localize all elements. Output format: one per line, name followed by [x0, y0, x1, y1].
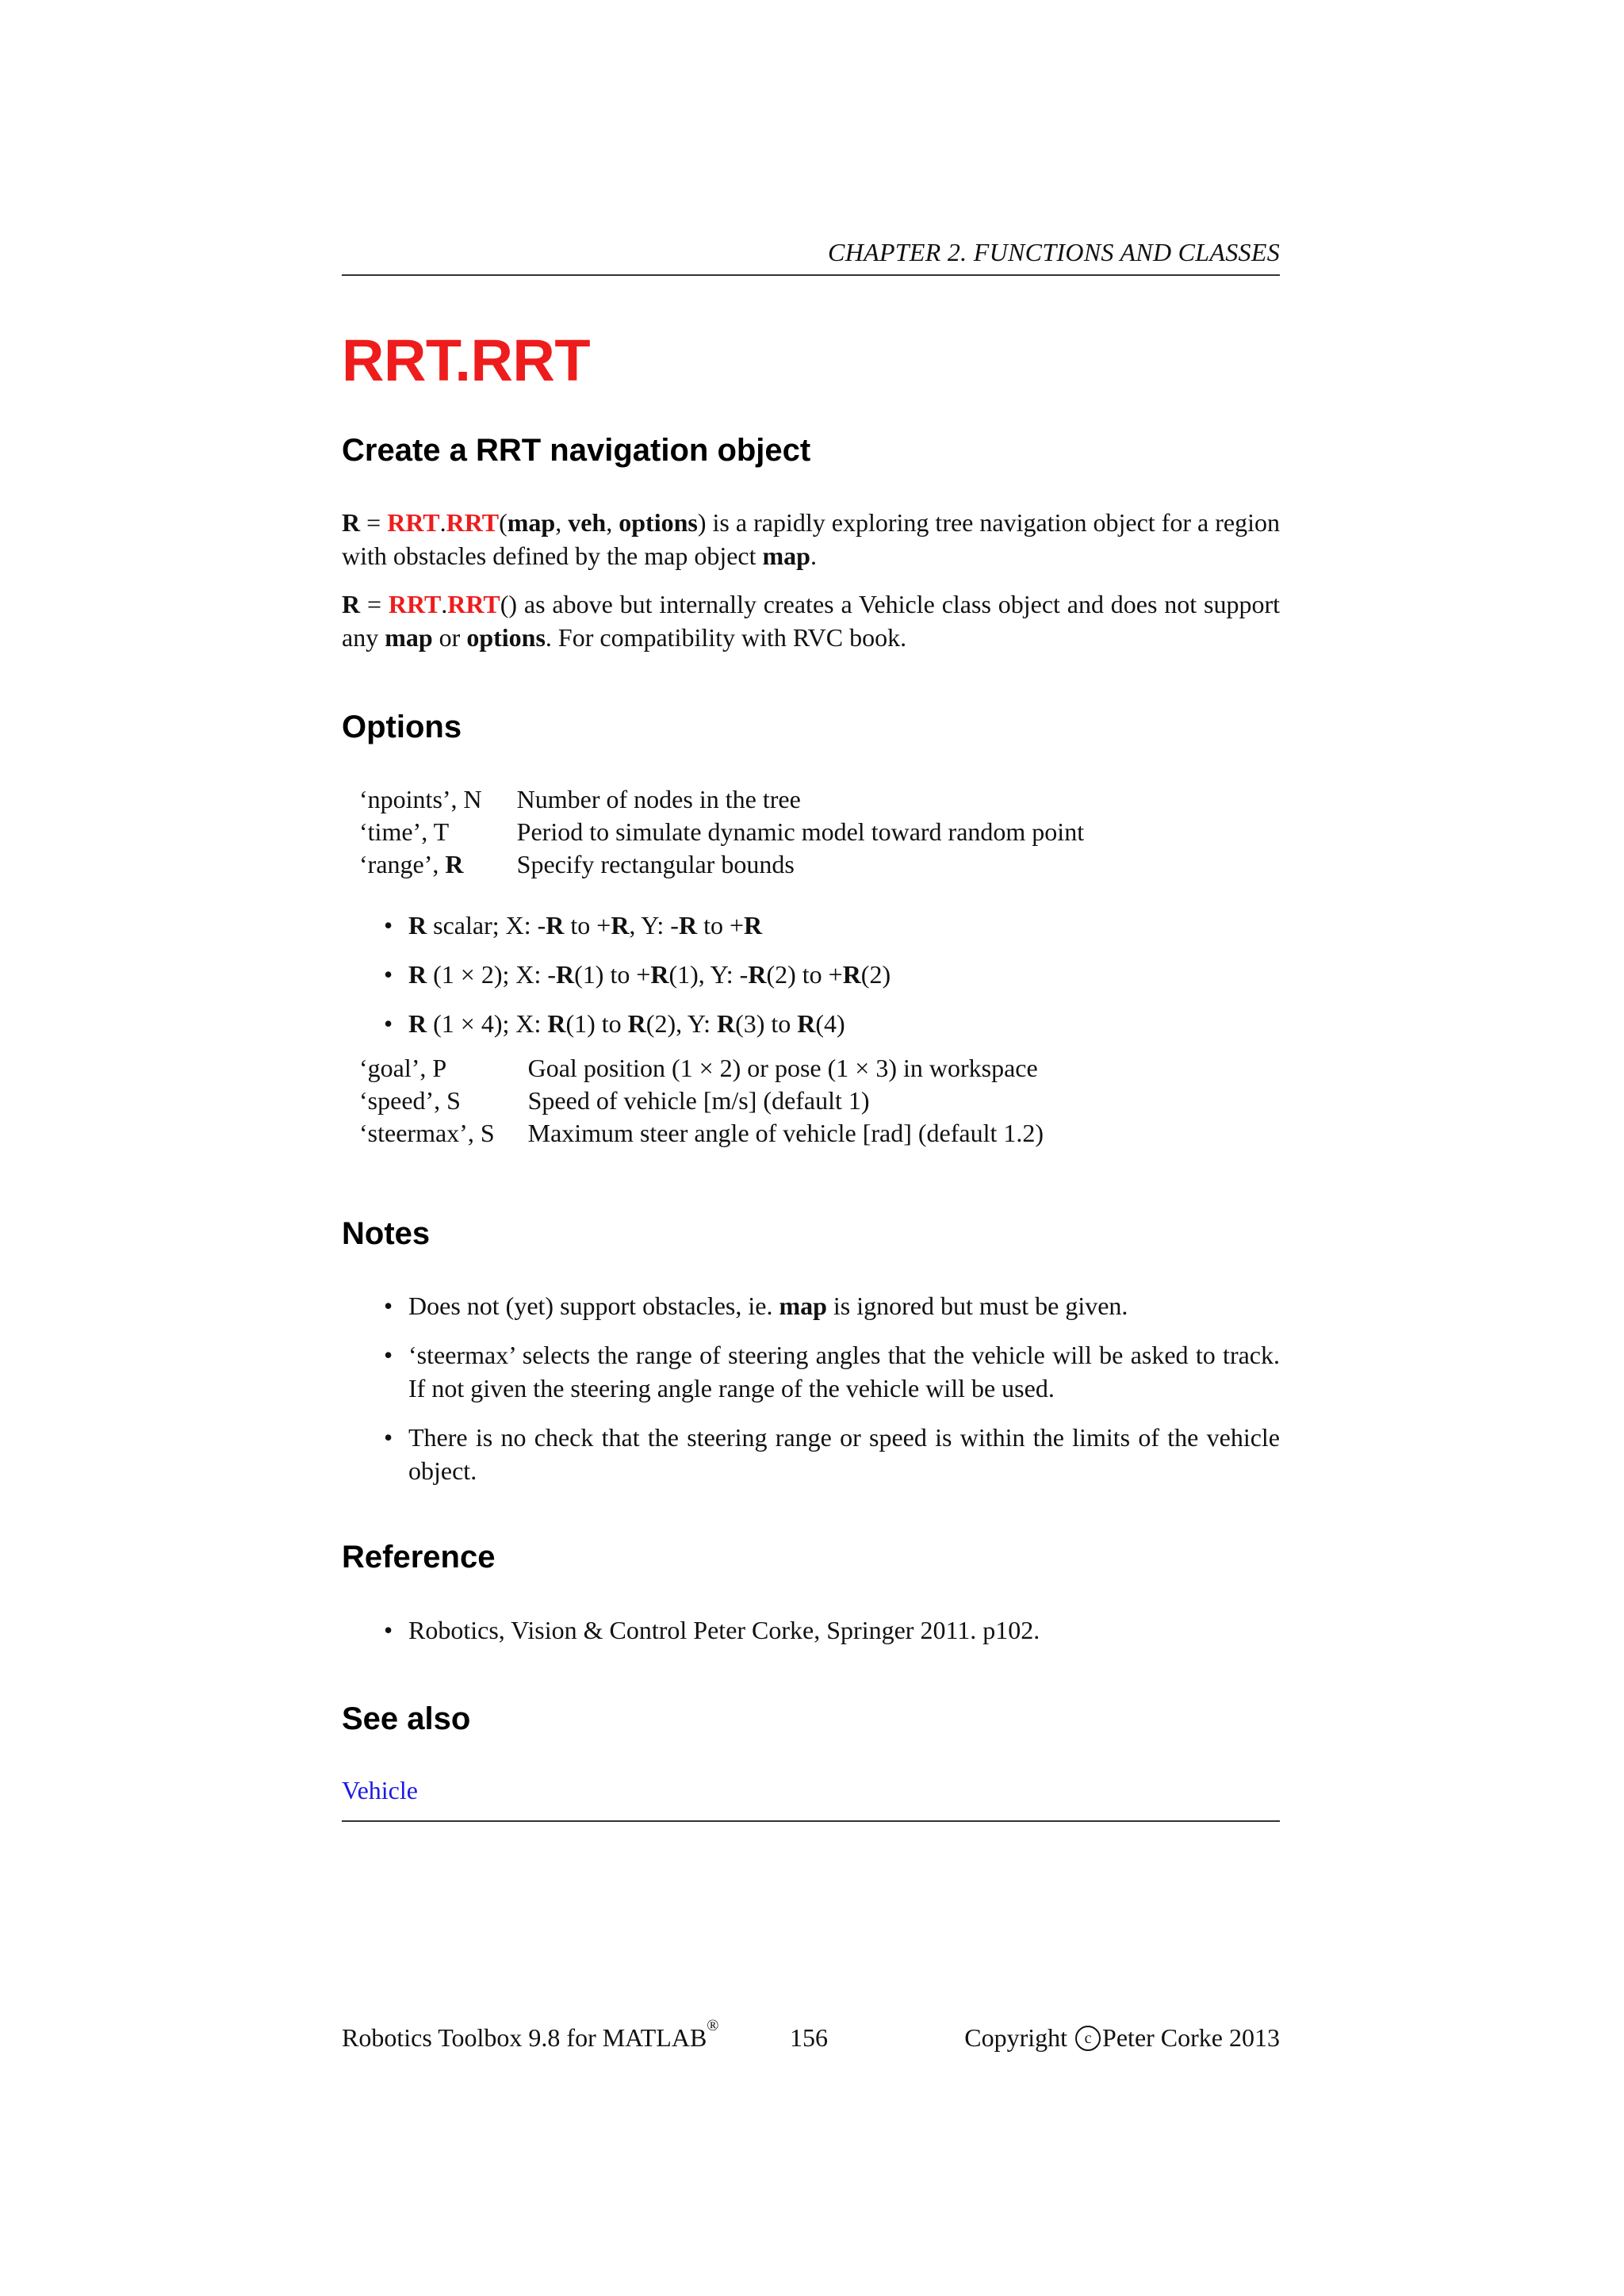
- table-row: ‘steermax’, S Maximum steer angle of vehicle [rad] (default 1.2): [359, 1119, 1044, 1147]
- bullet-icon: •: [384, 1292, 393, 1320]
- running-header: CHAPTER 2. FUNCTIONS AND CLASSES: [828, 238, 1280, 266]
- r-var: R: [342, 508, 361, 537]
- table-row: ‘goal’, P Goal position (1 × 2) or pose (1 × 3) in workspace: [359, 1054, 1038, 1082]
- bullet-icon: •: [384, 1423, 393, 1452]
- table-row: ‘npoints’, N Number of nodes in the tree: [359, 785, 801, 813]
- page-title: RRT.RRT: [342, 327, 591, 393]
- bullet-icon: •: [384, 911, 393, 939]
- range-bullets: [342, 909, 1280, 1040]
- list-item: • There is no check that the steering range or speed is within the limits of the vehicle object.: [342, 1421, 1280, 1487]
- table-row: ‘speed’, S Speed of vehicle [m/s] (default 1): [359, 1086, 870, 1115]
- class-name: RRT: [387, 508, 440, 537]
- vehicle-link[interactable]: Vehicle: [342, 1776, 418, 1804]
- intro-paragraph-1: R = RRT.RRT(map, veh, options) is a rapidly exploring tree navigation object for a region with obstacles defined by the map object map.: [342, 508, 1281, 570]
- see-also-heading: See also: [342, 1701, 471, 1736]
- options-table: [359, 783, 1084, 881]
- list-item: • Robotics, Vision & Control Peter Corke, Springer 2011. p102.: [342, 1613, 1280, 1647]
- table-row: ‘time’, T Period to simulate dynamic model toward random point: [359, 817, 1085, 846]
- list-item: • ‘steermax’ selects the range of steering angles that the vehicle will be asked to track. If not given the steering angle range of the vehicle will be used.: [342, 1338, 1280, 1405]
- bullet-icon: •: [384, 1009, 393, 1038]
- subtitle-heading: Create a RRT navigation object: [342, 433, 811, 468]
- footer-rule: [342, 1820, 1280, 1822]
- footer-copyright: Copyright c Peter Corke 2013: [964, 2023, 1280, 2052]
- options-table-2: [359, 1052, 1044, 1150]
- bullet-icon: •: [384, 1341, 393, 1369]
- bullet-icon: •: [384, 1616, 393, 1644]
- document-page: [342, 0, 1280, 2296]
- bullet-icon: •: [384, 960, 393, 989]
- function-name: RRT: [446, 508, 500, 537]
- list-item: • R (1 × 2); X: -R(1) to +R(1), Y: -R(2) to +R(2): [342, 958, 1280, 991]
- reference-heading: Reference: [342, 1540, 496, 1575]
- notes-heading: Notes: [342, 1216, 431, 1251]
- table-row: ‘range’, R Specify rectangular bounds: [359, 850, 795, 878]
- options-heading: Options: [342, 710, 462, 744]
- list-item: • R scalar; X: -R to +R, Y: -R to +R: [342, 909, 1280, 942]
- notes-list: [342, 1289, 1280, 1487]
- list-item: • R (1 × 4); X: R(1) to R(2), Y: R(3) to R(4): [342, 1007, 1280, 1040]
- header-rule: [342, 274, 1280, 276]
- intro-paragraph-2: R = RRT.RRT() as above but internally creates a Vehicle class object and does not support any map or options. For compatibility with RVC book.: [342, 590, 1281, 652]
- reference-list: [342, 1613, 1280, 1647]
- list-item: • Does not (yet) support obstacles, ie. map is ignored but must be given.: [342, 1289, 1280, 1322]
- copyright-icon: c: [1075, 2026, 1101, 2051]
- footer-left: Robotics Toolbox 9.8 for MATLAB®: [342, 2017, 719, 2052]
- page-number: 156: [790, 2023, 828, 2052]
